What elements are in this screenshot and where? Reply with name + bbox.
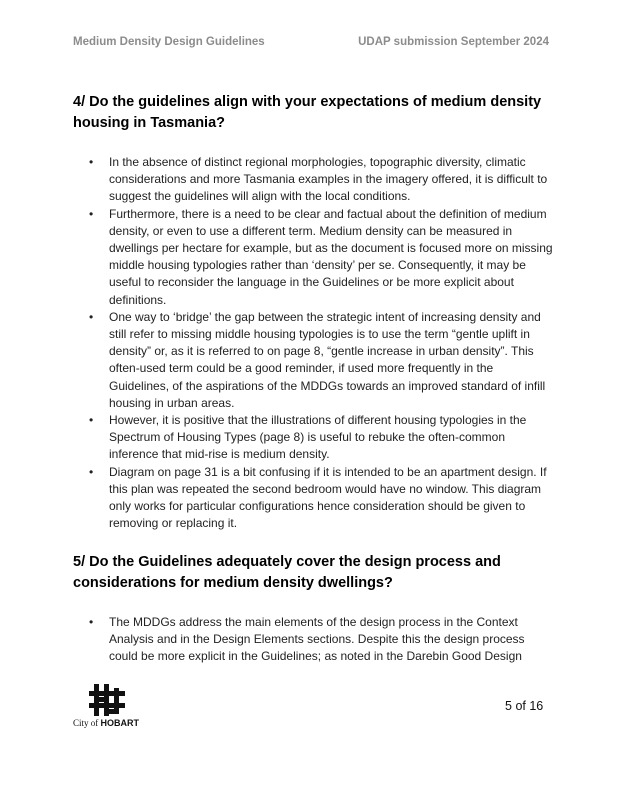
page-total: 16: [529, 699, 544, 713]
list-item: • Furthermore, there is a need to be clear and factual about the definition of medium density, or even to use a different term. Medium density can be measured in dwellings per hectare for example, but as the document is focused more on missing middle housing typologies rather than ‘density’ per se. Consequently, it may be useful to reconsider the language in the Guidelines or be more explicit about definitions.: [73, 206, 553, 309]
city-of-hobart-logo: [73, 684, 143, 728]
list-item: • However, it is positive that the illustrations of different housing typologies in the Spectrum of Housing Types (page 8) is useful to rebuke the often-common inference that mid-rise is medium density.: [73, 412, 553, 464]
page-header: [73, 36, 549, 48]
section-5-bullet-list: [73, 614, 553, 666]
logo-wordmark: City of HOBART: [73, 718, 140, 728]
section-4-title: 4/ Do the guidelines align with your expectations of medium density housing in Tasmania?: [73, 94, 542, 131]
section-5-title: 5/ Do the Guidelines adequately cover the design process and considerations for medium density dwellings?: [73, 554, 501, 591]
page-of-label: of: [515, 699, 526, 713]
page-current: 5: [505, 699, 512, 713]
list-item: • In the absence of distinct regional morphologies, topographic diversity, climatic considerations and more Tasmania examples in the imagery offered, it is difficult to suggest the guidelines will align with the local conditions.: [73, 154, 553, 206]
list-item: • The MDDGs address the main elements of the design process in the Context Analysis and in the Design Elements sections. Despite this the design process could be more explicit in the Guidelines; as noted in the Darebin Good Design: [73, 614, 553, 666]
page-number: [505, 699, 543, 713]
section-4-bullet-list: [73, 154, 553, 532]
list-item: • One way to ‘bridge’ the gap between the strategic intent of increasing density and still refer to missing middle housing typologies is to use the term “gentle uplift in density” or, as it is referred to on page 8, “gentle increase in urban density”. This often-used term could be a good reminder, if used more frequently in the Guidelines, of the aspirations of the MDDGs towards an improved standard of infill housing in urban areas.: [73, 309, 553, 412]
header-submission-label: UDAP submission September 2024: [358, 36, 549, 48]
city-logo-mark-icon: [89, 684, 125, 716]
list-item: • Diagram on page 31 is a bit confusing if it is intended to be an apartment design. If this plan was repeated the second bedroom would have no window. This diagram only works for particular configurations hence consideration should be given to removing or replacing it.: [73, 464, 553, 533]
header-document-title: Medium Density Design Guidelines: [73, 36, 265, 48]
